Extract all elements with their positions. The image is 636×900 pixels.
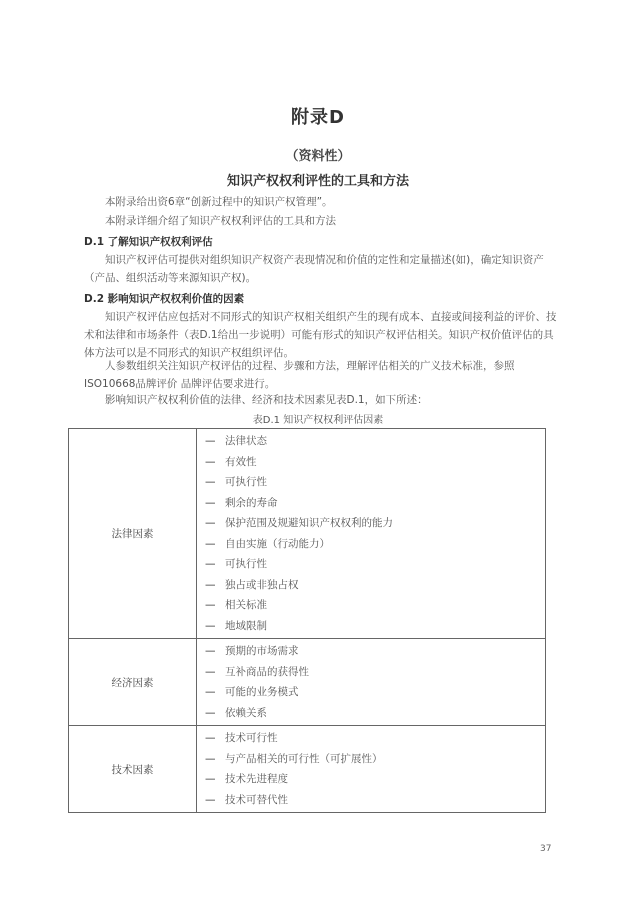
factors-table-body (69, 429, 546, 813)
list-dash: — (205, 732, 216, 744)
list-dash: — (205, 665, 216, 678)
factor-items (197, 726, 546, 813)
factor-items (197, 429, 546, 639)
factor-item-label: 独占或非独占权 (225, 578, 299, 591)
factor-item (205, 431, 545, 452)
list-dash: — (205, 752, 216, 765)
list-dash: — (205, 706, 216, 719)
factor-item (205, 749, 545, 770)
list-dash: — (205, 619, 216, 632)
list-dash: — (205, 645, 216, 657)
factors-table (68, 428, 546, 813)
factor-item (205, 769, 545, 790)
appendix-heading: 知识产权权利评性的工具和方法 (226, 174, 409, 189)
list-dash: — (205, 599, 216, 611)
list-dash: — (205, 558, 216, 570)
factor-item-label: 预期的市场需求 (225, 645, 299, 657)
factor-item (205, 703, 545, 724)
factor-item (205, 790, 545, 811)
factor-item-label: 依赖关系 (225, 706, 267, 719)
clause-d2-text-1: 知识产权评估应包括对不同形式的知识产权相关组织产生的现有成本、直接或间接利益的评价、技术和法律和市场条件（表D.1给出一步说明）可能有形式的知识产权评估相关。知识产权价值评估的具体方法可以是不同形式的知识产权组织评估。 (84, 311, 557, 359)
factor-items (197, 639, 546, 726)
table-row (69, 726, 546, 813)
clause-d2-text-3: 影响知识产权权利价值的法律、经济和技术因素见表D.1，如下所述： (105, 394, 428, 406)
table-caption: 表D.1 知识产权权利评估因素 (252, 415, 384, 426)
factor-item-label: 技术可替代性 (225, 793, 288, 806)
factor-item-label: 互补商品的获得性 (225, 665, 309, 678)
list-dash: — (205, 496, 216, 509)
factor-item-label: 与产品相关的可行性（可扩展性） (225, 752, 383, 765)
factor-item (205, 641, 545, 662)
list-dash: — (205, 578, 216, 591)
list-dash: — (205, 435, 216, 447)
factor-category: 经济因素 (69, 639, 197, 726)
factor-item-label: 技术可行性 (225, 732, 278, 744)
factor-item-label: 技术先进程度 (225, 773, 288, 785)
appendix-title: 附录D (291, 107, 345, 128)
factor-item (205, 575, 545, 596)
factor-item-label: 可执行性 (225, 558, 267, 570)
factor-item-label: 保护范围及规避知识产权权利的能力 (225, 517, 393, 529)
clause-d2-title: D.2 影响知识产权权利价值的因素 (84, 293, 245, 305)
list-dash: — (205, 686, 216, 698)
factor-item (205, 513, 545, 534)
list-dash: — (205, 455, 216, 468)
factor-item (205, 534, 545, 555)
factor-item (205, 493, 545, 514)
clause-d2-text-2: 人参数组织关注知识产权评估的过程、步骤和方法，理解评估相关的广义技术标准，参照ISO10668品牌评价 品牌评估要求进行。 (84, 360, 515, 390)
intro-paragraph-1: 本附录给出资6章“创新过程中的知识产权管理”。 (105, 196, 333, 208)
factor-item-label: 相关标准 (225, 599, 267, 611)
factor-item (205, 595, 545, 616)
page-number: 37 (540, 844, 552, 854)
table-row (69, 429, 546, 639)
factor-item-label: 剩余的寿命 (225, 496, 278, 509)
factor-item (205, 728, 545, 749)
factor-item (205, 472, 545, 493)
list-dash: — (205, 793, 216, 806)
list-dash: — (205, 537, 216, 550)
list-dash: — (205, 476, 216, 488)
factor-item-label: 地域限制 (225, 619, 267, 632)
factor-category: 法律因素 (69, 429, 197, 639)
factor-category: 技术因素 (69, 726, 197, 813)
factor-item-label: 有效性 (225, 455, 257, 468)
intro-paragraph-2: 本附录详细介绍了知识产权权利评估的工具和方法 (105, 215, 336, 227)
factor-item-label: 自由实施（行动能力） (225, 537, 330, 550)
factor-item (205, 554, 545, 575)
factor-item (205, 662, 545, 683)
factor-item (205, 616, 545, 637)
factor-item (205, 452, 545, 473)
clause-d1-text: 知识产权评估可提供对组织知识产权资产表现情况和价值的定性和定量描述(如)，确定知识资产（产品、组织活动等来源知识产权)。 (84, 254, 544, 284)
factor-item-label: 可能的业务模式 (225, 686, 299, 698)
clause-d1-title: D.1 了解知识产权权利评估 (84, 236, 213, 248)
table-row (69, 639, 546, 726)
appendix-type: （资料性） (285, 149, 351, 164)
list-dash: — (205, 517, 216, 529)
list-dash: — (205, 773, 216, 785)
factor-item-label: 可执行性 (225, 476, 267, 488)
factor-item (205, 682, 545, 703)
factor-item-label: 法律状态 (225, 435, 267, 447)
